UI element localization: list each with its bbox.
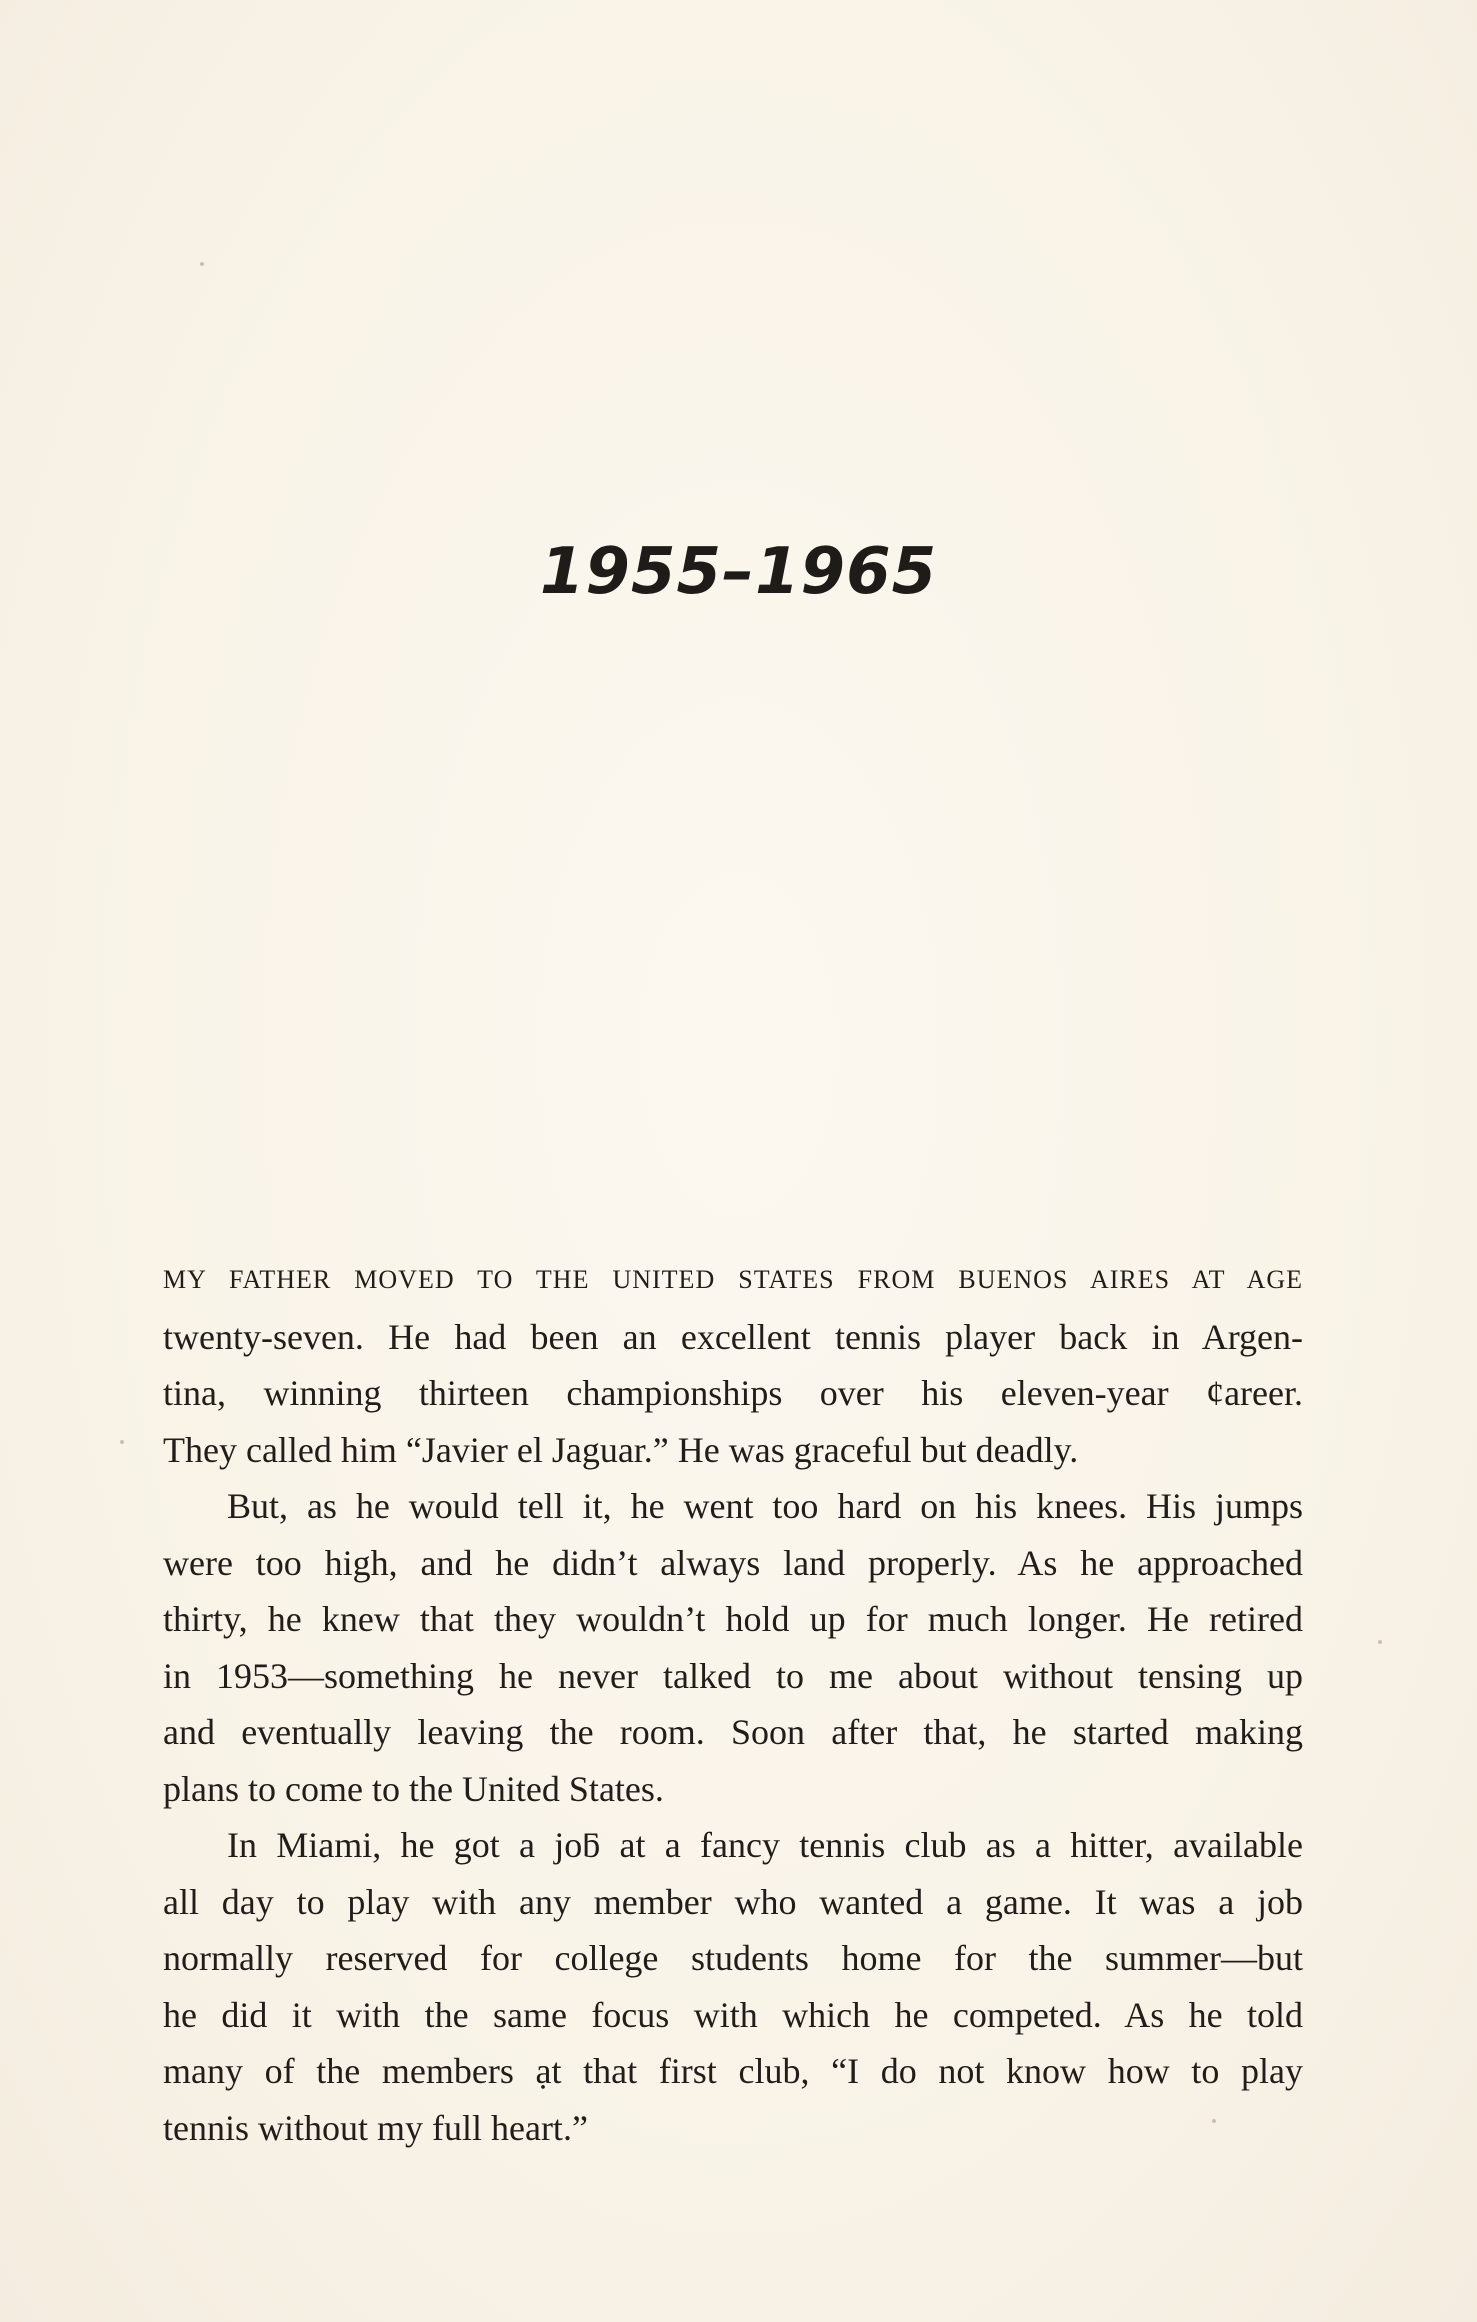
text-line: normally reserved for college students home for the summer—but: [163, 1938, 1303, 1978]
text-line: and eventually leaving the room. Soon after that, he started making: [163, 1712, 1303, 1752]
text-line: MY FATHER MOVED TO THE UNITED STATES FROM BUENOS AIRES AT AGE: [163, 1265, 1303, 1294]
text-line: twenty-seven. He had been an excellent tennis player back in Argen-: [163, 1316, 1303, 1357]
text-line: In Miami, he got a joƃ at a fancy tennis club as a hitter, available: [227, 1825, 1303, 1865]
text-line: many of the members ạt that first club, “I do not know how to play: [163, 2051, 1303, 2091]
chapter-title: 1955–1965: [539, 535, 938, 609]
speck: [1378, 1640, 1382, 1644]
paragraph-3: [163, 1817, 1303, 2156]
text-line: in 1953—something he never talked to me about without tensing up: [163, 1655, 1303, 1696]
text-line: They called him “Javier el Jaguar.” He was graceful but deadly.: [163, 1429, 1079, 1470]
text-line: thirty, he knew that they wouldn’t hold up for much longer. He retired: [163, 1599, 1303, 1639]
body-text: [163, 1252, 1303, 2156]
text-line: But, as he would tell it, he went too hard on his knees. His jumps: [227, 1486, 1303, 1526]
text-line: tennis without my full heart.”: [163, 2107, 588, 2148]
paragraph-1: [163, 1252, 1303, 1478]
text-line: tina, winning thirteen championships over his eleven-year ¢areer.: [163, 1373, 1303, 1413]
text-line: plans to come to the United States.: [163, 1768, 664, 1809]
speck: [120, 1440, 124, 1444]
paragraph-2: [163, 1478, 1303, 1817]
text-line: all day to play with any member who wanted a game. It was a job: [163, 1881, 1303, 1922]
text-line: were too high, and he didn’t always land properly. As he approached: [163, 1542, 1303, 1583]
text-line: he did it with the same focus with which he competed. As he told: [163, 1994, 1303, 2035]
speck: [200, 262, 204, 266]
